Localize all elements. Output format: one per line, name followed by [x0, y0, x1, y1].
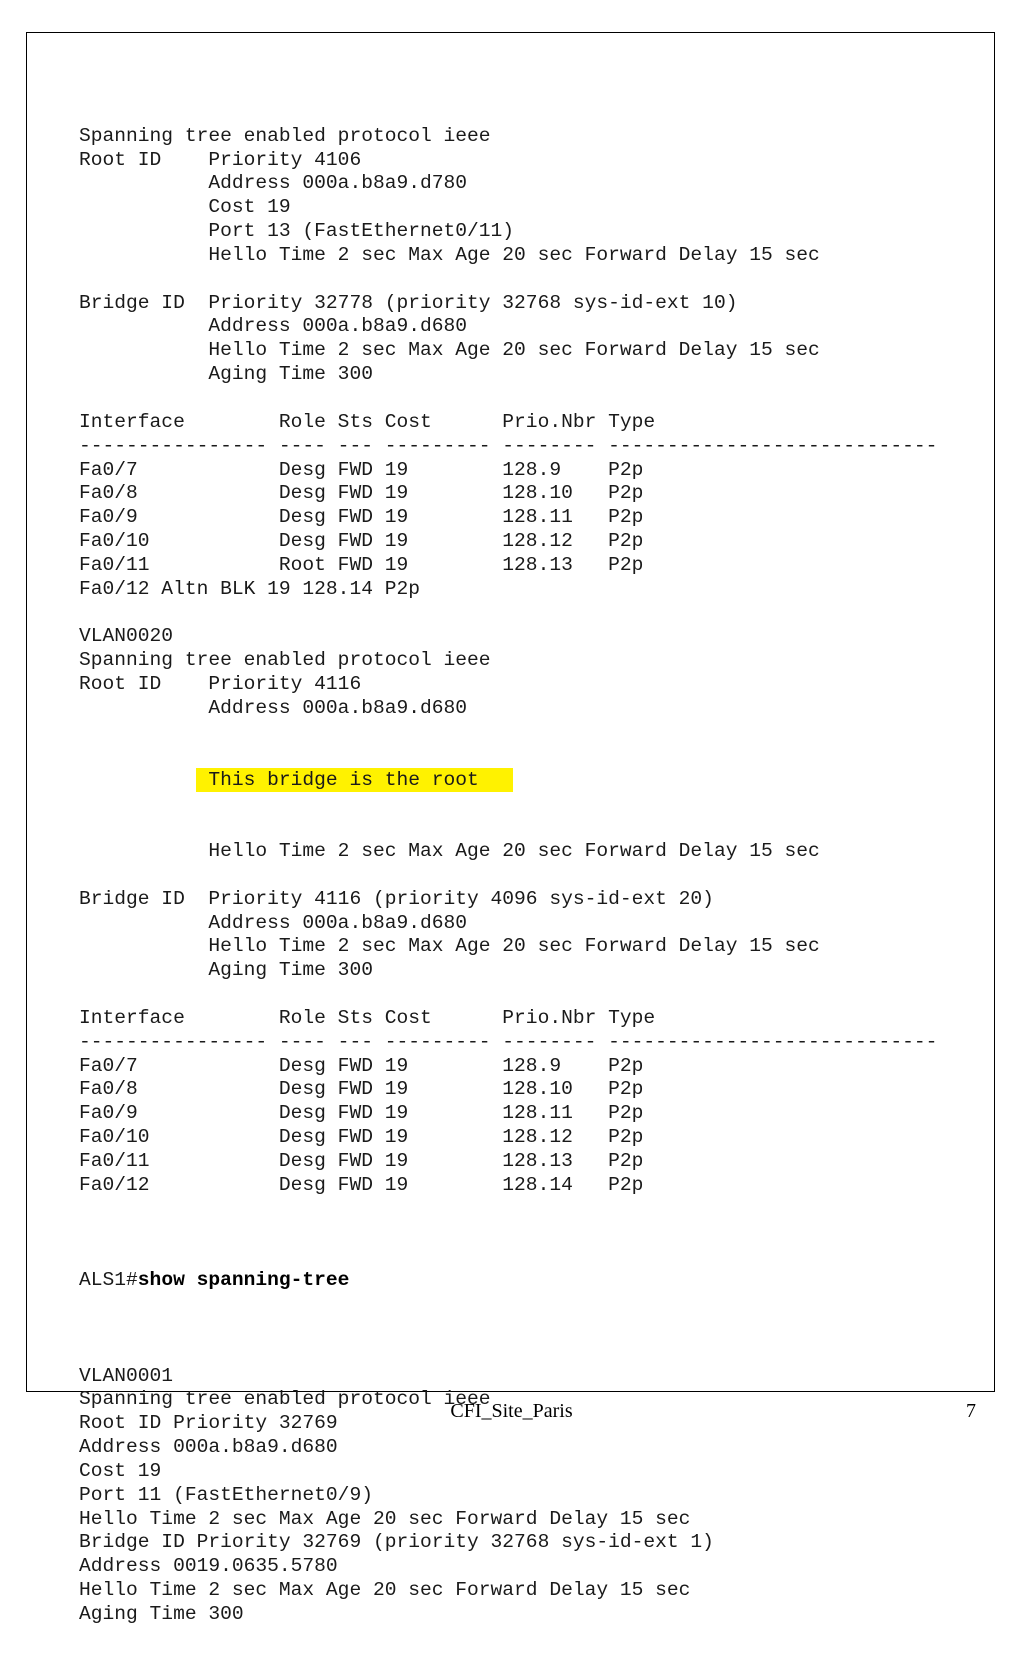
output-line: VLAN0020 [79, 625, 174, 648]
output-line [79, 602, 994, 626]
output-line: Cost 19 [79, 1459, 162, 1482]
output-line: Root ID Priority 4106 [79, 148, 362, 171]
output-line: ---------------- ---- --- --------- -------- ---------------------------- [79, 434, 938, 457]
output-line: VLAN0001 [79, 1364, 174, 1387]
output-line: Bridge ID Priority 32778 (priority 32768 sys-id-ext 10) [79, 291, 738, 314]
output-line: Address 0019.0635.5780 [79, 1555, 338, 1578]
page-footer [0, 1400, 1023, 1430]
output-line: Fa0/9 Desg FWD 19 128.11 P2p [79, 506, 644, 529]
output-line [79, 268, 994, 292]
output-line: Spanning tree enabled protocol ieee [79, 649, 491, 672]
output-line: Fa0/12 Altn BLK 19 128.14 P2p [79, 577, 420, 600]
output-line: Fa0/10 Desg FWD 19 128.12 P2p [79, 530, 644, 553]
output-line: Root ID Priority 4116 [79, 673, 362, 696]
output-block-2 [79, 840, 994, 1222]
output-block-1 [79, 125, 994, 721]
output-line: Address 000a.b8a9.d780 [79, 172, 468, 195]
output-line [79, 983, 994, 1007]
cli-output [79, 77, 994, 1675]
output-line: Port 11 (FastEthernet0/9) [79, 1483, 373, 1506]
output-line [79, 864, 994, 888]
output-line [79, 387, 994, 411]
output-line: Spanning tree enabled protocol ieee [79, 124, 491, 147]
output-line: Fa0/11 Root FWD 19 128.13 P2p [79, 553, 644, 576]
output-line: Spanning tree enabled protocol ieee [79, 1388, 491, 1411]
output-line: Fa0/7 Desg FWD 19 128.9 P2p [79, 458, 644, 481]
cli-prompt: ALS1# [79, 1269, 138, 1292]
output-line: Interface Role Sts Cost Prio.Nbr Type [79, 1006, 656, 1029]
output-line: Hello Time 2 sec Max Age 20 sec Forward Delay 15 sec [79, 339, 820, 362]
footer-site-name: CFI_Site_Paris [450, 1400, 573, 1422]
output-line [79, 1341, 994, 1365]
output-line: Fa0/11 Desg FWD 19 128.13 P2p [79, 1149, 644, 1172]
output-line: Root ID Priority 32769 [79, 1412, 338, 1435]
indent [79, 769, 208, 791]
output-line: Bridge ID Priority 32769 (priority 32768 sys-id-ext 1) [79, 1531, 714, 1554]
output-line: Aging Time 300 [79, 363, 373, 386]
output-line: Fa0/7 Desg FWD 19 128.9 P2p [79, 1054, 644, 1077]
page-number: 7 [966, 1400, 976, 1422]
output-line: Hello Time 2 sec Max Age 20 sec Forward Delay 15 sec [79, 243, 820, 266]
highlighted-text: This bridge is the root [196, 768, 512, 792]
output-line [79, 1198, 994, 1222]
output-line: Interface Role Sts Cost Prio.Nbr Type [79, 410, 656, 433]
output-line: Fa0/9 Desg FWD 19 128.11 P2p [79, 1102, 644, 1125]
output-line: Aging Time 300 [79, 1603, 244, 1625]
output-line: Hello Time 2 sec Max Age 20 sec Forward Delay 15 sec [79, 935, 820, 958]
output-line: Cost 19 [79, 196, 291, 219]
output-line: Aging Time 300 [79, 959, 373, 982]
output-line: Address 000a.b8a9.d680 [79, 315, 468, 338]
output-line: Port 13 (FastEthernet0/11) [79, 220, 515, 243]
output-line: Fa0/8 Desg FWD 19 128.10 P2p [79, 1078, 644, 1101]
output-line: Fa0/12 Desg FWD 19 128.14 P2p [79, 1173, 644, 1196]
output-line: Bridge ID Priority 4116 (priority 4096 sys-id-ext 20) [79, 887, 714, 910]
output-line: Fa0/10 Desg FWD 19 128.12 P2p [79, 1126, 644, 1149]
output-block-3 [79, 1341, 994, 1627]
output-line: Address 000a.b8a9.d680 [79, 911, 468, 934]
output-line: Hello Time 2 sec Max Age 20 sec Forward Delay 15 sec [79, 1579, 691, 1602]
root-bridge-highlight-line [79, 768, 994, 792]
output-line: Hello Time 2 sec Max Age 20 sec Forward Delay 15 sec [79, 840, 820, 862]
output-line: Hello Time 2 sec Max Age 20 sec Forward Delay 15 sec [79, 1507, 691, 1530]
cli-command: show spanning-tree [137, 1269, 350, 1292]
output-line: ---------------- ---- --- --------- -------- ---------------------------- [79, 1030, 938, 1053]
command-line [79, 1269, 994, 1293]
output-line: Fa0/8 Desg FWD 19 128.10 P2p [79, 482, 644, 505]
output-line: Address 000a.b8a9.d680 [79, 1436, 338, 1459]
output-line: Address 000a.b8a9.d680 [79, 696, 468, 719]
